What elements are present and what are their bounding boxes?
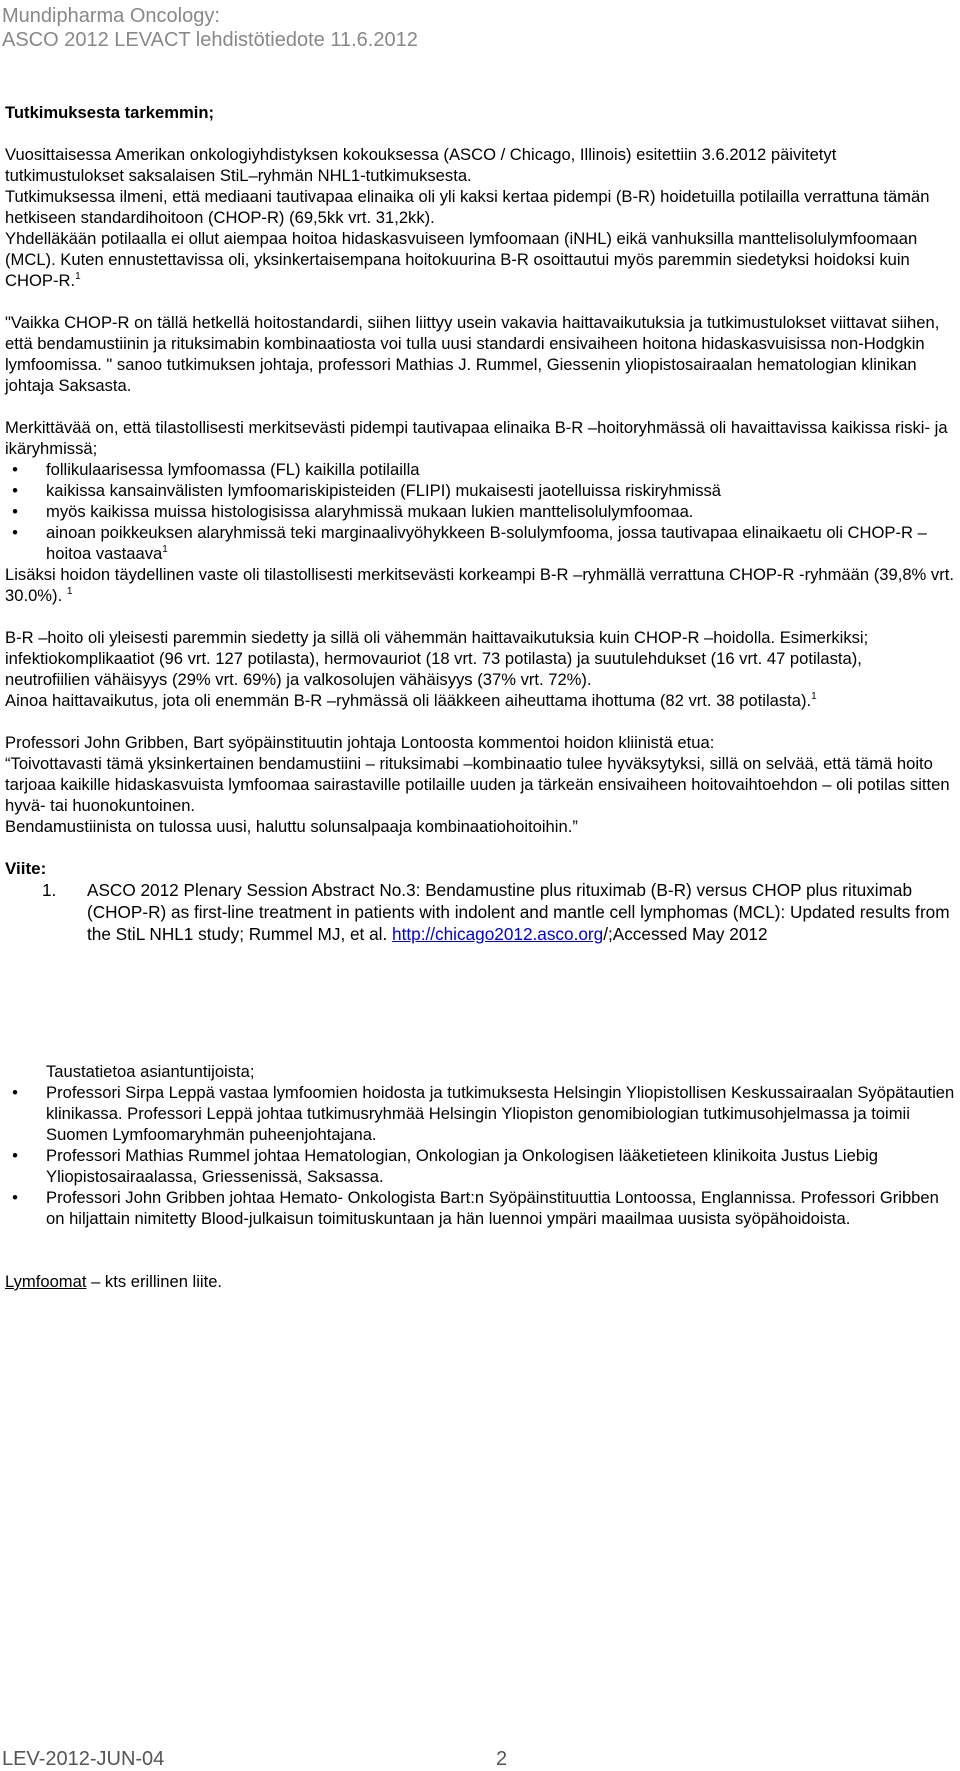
list-item (5, 1187, 957, 1229)
bullet-icon: • (12, 1083, 18, 1102)
gribben-quote: “Toivottavasti tämä yksinkertainen bendamustiini – rituksimabi –kombinaatio tulee hyväksytyksi, sillä on selvää, että tämä hoito tarjoaa kaikille hidaskasvuista lymfoomaa sairastaville potilaille uuden ja tärkeän ensivaiheen hoitovaihtoehdon – oli potilas sitten hyvä- tai huonokuntoinen. (5, 754, 950, 815)
list-item (5, 501, 957, 522)
list-item (5, 1082, 957, 1145)
risk-group-list (5, 459, 957, 564)
tolerability-text-4: Ainoa haittavaikutus, jota oli enemmän B-R –ryhmässä oli lääkkeen aiheuttama ihottuma (82 vrt. 38 potilasta). (5, 691, 812, 710)
background-title: Taustatietoa asiantuntijoista; (46, 1062, 255, 1081)
list-item-text: ainoan poikkeuksen alaryhmissä teki marginaalivyöhykkeen B-solulymfooma, jossa tautivapaa elinaikaetu oli CHOP-R –hoitoa vastaava (46, 523, 927, 563)
lymfoomat-link[interactable]: Lymfoomat (5, 1272, 87, 1291)
gribben-intro: Professori John Gribben, Bart syöpäinstituutin johtaja Lontoosta kommentoi hoidon kliinistä etua: (5, 733, 715, 752)
response-paragraph (5, 564, 957, 606)
list-item-text: follikulaarisessa lymfoomassa (FL) kaikilla potilailla (46, 460, 420, 479)
list-item-text: Professori John Gribben johtaa Hemato- Onkologista Bart:n Syöpäinstituuttia Lontoossa, Englannissa. Professori Gribben on hiljattain nimitetty Blood-julkaisun toimituskuntaan ja hän luennoi ympäri maailmaa uusista syöpähoidoista. (46, 1188, 939, 1228)
section-heading: Tutkimuksesta tarkemmin; (5, 103, 215, 122)
list-item-text: myös kaikissa muissa histologisissa alaryhmissä mukaan lukien manttelisolulymfoomaa. (46, 502, 694, 521)
intro-text-3: Yhdelläkään potilaalla ei ollut aiempaa hoitoa hidaskasvuiseen lymfoomaan (iNHL) eikä vanhuksilla manttelisolulymfoomaan (MCL). Kuten ennustettavissa oli, yksinkertaisempana hoitokuurina B-R osoittautui myös paremmin siedetyksi hoidoksi kuin CHOP-R. (5, 229, 918, 290)
references-title: Viite: (5, 859, 47, 878)
bullet-icon: • (12, 1146, 18, 1165)
lymfoomat-note (5, 1271, 957, 1292)
page-number: 2 (496, 1748, 508, 1770)
intro-paragraph-1: Vuosittaisessa Amerikan onkologiyhdistyksen kokouksessa (ASCO / Chicago, Illinois) esitettiin 3.6.2012 päivitetyt tutkimustulokset saksalaisen StiL–ryhmän NHL1-tutkimuksesta. (5, 145, 837, 185)
reference-link[interactable]: http://chicago2012.asco.org (392, 924, 604, 944)
tolerability-line-3: neutrofiilien vähäisyys (29% vrt. 69%) ja valkosolujen vähäisyys (37% vrt. 72%). (5, 670, 592, 689)
bullet-icon: • (12, 523, 18, 542)
list-item (5, 480, 957, 501)
list-item (5, 459, 957, 480)
gribben-quote-end: Bendamustiinista on tulossa uusi, haluttu solunsalpaaja kombinaatiohoitoihin.” (5, 817, 578, 836)
page-header (2, 4, 418, 52)
footnote-ref: 1 (75, 271, 81, 282)
intro-paragraph-3 (5, 228, 957, 291)
reference-item (5, 879, 957, 945)
tolerability-line-4 (5, 690, 957, 711)
response-text: Lisäksi hoidon täydellinen vaste oli tilastollisesti merkitsevästi korkeampi B-R –ryhmällä verrattuna CHOP-R -ryhmään (39,8% vrt. 30.0%). (5, 565, 954, 605)
reference-suffix: /;Accessed May 2012 (603, 924, 768, 944)
bullet-icon: • (12, 481, 18, 500)
lymfoomat-text: – kts erillinen liite. (86, 1272, 223, 1291)
reference-number: 1. (42, 880, 57, 900)
references-list (5, 879, 957, 945)
list-item (5, 522, 957, 564)
rummel-quote: "Vaikka CHOP-R on tällä hetkellä hoitostandardi, siihen liittyy usein vakavia haittavaikutuksia ja tutkimustulokset viittavat siihen, että bendamustiinin ja rituksimabin kombinaatiosta voi tulla uusi standardi ensivaiheen hoitona hidaskasvuisissa non-Hodgkin lymfoomissa. " sanoo tutkimuksen johtaja, professori Mathias J. Rummel, Giessenin yliopistosairaalan hematologian klinikan johtaja Saksasta. (5, 313, 940, 395)
reference-text: ASCO 2012 Plenary Session Abstract No.3: Bendamustine plus rituximab (B-R) versus CHOP plus rituximab (CHOP-R) as first-line treatment in patients with indolent and mantle cell lymphomas (MCL): Updated results from the StiL NHL1 study; Rummel MJ, et al. (87, 880, 950, 944)
header-line-2: ASCO 2012 LEVACT lehdistötiedote 11.6.2012 (2, 29, 418, 51)
significance-intro: Merkittävää on, että tilastollisesti merkitsevästi pidempi tautivapaa elinaika B-R –hoitoryhmässä oli havaittavissa kaikissa riski- ja ikäryhmissä; (5, 418, 948, 458)
document-code: LEV-2012-JUN-04 (2, 1748, 165, 1770)
footnote-ref: 1 (811, 691, 817, 702)
list-item-text: Professori Sirpa Leppä vastaa lymfoomien hoidosta ja tutkimuksesta Helsingin Yliopistollisen Keskussairaalan Syöpätautien klinikassa. Professori Leppä johtaa tutkimusryhmää Helsingin Yliopiston genomibiologian tutkimusohjelmassa ja toimii Suomen Lymfoomaryhmän puheenjohtajana. (46, 1083, 955, 1144)
list-item (5, 1145, 957, 1187)
header-line-1: Mundipharma Oncology: (2, 5, 220, 27)
intro-paragraph-2: Tutkimuksessa ilmeni, että mediaani tautivapaa elinaika oli yli kaksi kertaa pidempi (B-R) hoidetuilla potilailla verrattuna tämän hetkiseen standardihoitoon (CHOP-R) (69,5kk vrt. 31,2kk). (5, 187, 930, 227)
list-item-text: kaikissa kansainvälisten lymfoomariskipisteiden (FLIPI) mukaisesti jaotelluissa riskiryhmissä (46, 481, 722, 500)
footnote-ref: 1 (162, 544, 168, 555)
expert-list (5, 1082, 957, 1229)
tolerability-line-2: infektiokomplikaatiot (96 vrt. 127 potilasta), hermovauriot (18 vrt. 73 potilasta) ja suutulehdukset (16 vrt. 47 potilasta), (5, 649, 862, 668)
tolerability-line-1: B-R –hoito oli yleisesti paremmin siedetty ja sillä oli vähemmän haittavaikutuksia kuin CHOP-R –hoidolla. Esimerkiksi; (5, 628, 869, 647)
bullet-icon: • (12, 460, 18, 479)
footnote-ref: 1 (66, 586, 73, 597)
bullet-icon: • (12, 502, 18, 521)
main-content (5, 102, 957, 1292)
bullet-icon: • (12, 1188, 18, 1207)
list-item-text: Professori Mathias Rummel johtaa Hematologian, Onkologian ja Onkologisen lääketieteen klinikoita Justus Liebig Yliopistosairaalassa, Griessenissä, Saksassa. (46, 1146, 878, 1186)
